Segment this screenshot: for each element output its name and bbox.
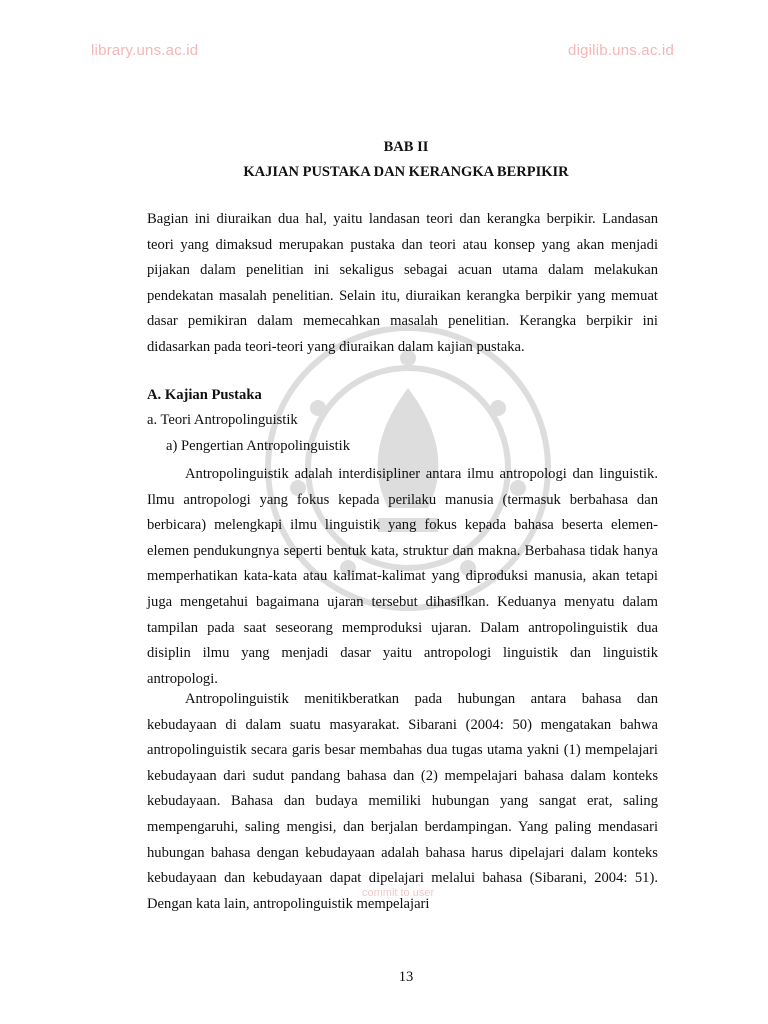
commit-watermark: commit to user: [362, 887, 435, 899]
chapter-label: BAB II: [383, 139, 429, 155]
body-paragraph: Antropolinguistik adalah interdisipliner antara ilmu antropologi dan linguistik. Ilmu antropologi yang fokus kepada perilaku manusia (termasuk berbahasa dan berbicara) melengkapi ilmu linguistik yang fokus kepada bahasa beserta elemen-elemen pendukungnya seperti bentuk kata, struktur dan makna. Berbahasa tidak hanya memperhatikan kata-kata atau kalimat-kalimat yang diproduksi manusia, akan tetapi juga mengetahui bagaimana ujaran tersebut dihasilkan. Keduanya menyatu dalam tampilan pada saat seseorang memproduksi ujaran. Dalam antropolinguistik dua disiplin ilmu yang menjadi dasar yaitu antropologi linguistik dan linguistik antropologi.: [147, 466, 658, 687]
section-heading-kajian-pustaka: A. Kajian Pustaka: [147, 387, 262, 403]
subsection-heading-teori: a. Teori Antropolinguistik: [147, 412, 298, 428]
page-number: 13: [398, 969, 414, 985]
subsubsection-heading-pengertian: a) Pengertian Antropolinguistik: [166, 438, 351, 454]
body-paragraph: Antropolinguistik menitikberatkan pada hubungan antara bahasa dan kebudayaan di dalam suatu masyarakat. Sibarani (2004: 50) mengatakan bahwa antropolinguistik secara garis besar membahas dua tugas utama yakni (1) mempelajari kebudayaan dari sudut pandang bahasa dan (2) mempelajari bahasa dalam konteks kebudayaan. Bahasa dan budaya memiliki hubungan yang sangat erat, saling mempengaruhi, saling mengisi, dan berjalan berdampingan. Yang paling mendasari hubungan bahasa dengan kebudayaan adalah bahasa harus dipelajari dalam konteks kebudayaan dan kebudayaan dapat dipelajari melalui bahasa (Sibarani, 2004: 51). Dengan kata lain, antropolinguistik mempelajari: [147, 691, 658, 912]
header-library-url: library.uns.ac.id: [91, 42, 199, 59]
chapter-title: KAJIAN PUSTAKA DAN KERANGKA BERPIKIR: [243, 164, 569, 180]
intro-paragraph: Bagian ini diuraikan dua hal, yaitu landasan teori dan kerangka berpikir. Landasan teori yang dimaksud merupakan pustaka dan teori atau konsep yang akan menjadi pijakan dalam penelitian ini sekaligus sebagai acuan utama dalam melakukan pendekatan masalah penelitian. Selain itu, diuraikan kerangka berpikir yang memuat dasar pemikiran dalam memecahkan masalah penelitian. Kerangka berpikir ini didasarkan pada teori-teori yang diuraikan dalam kajian pustaka.: [147, 211, 658, 355]
header-digilib-url: digilib.uns.ac.id: [568, 42, 674, 59]
